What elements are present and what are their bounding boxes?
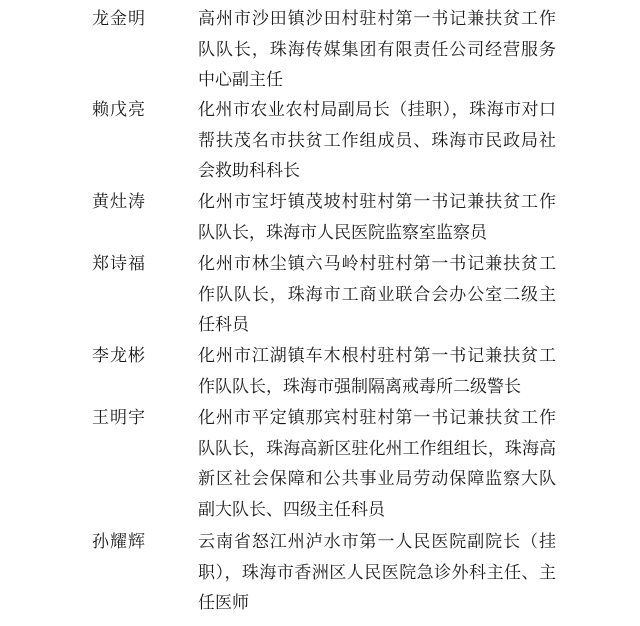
person-description — [198, 249, 556, 341]
person-name: 黄灶涛 — [92, 192, 146, 212]
person-description — [198, 187, 556, 248]
person-description — [198, 403, 556, 525]
description-line: 队队长，珠海高新区驻化州工作组组长，珠海高 — [198, 438, 556, 459]
description-line: 作队队长，珠海市工商业联合会办公室二级主 — [198, 284, 556, 305]
person-name: 孙耀辉 — [92, 532, 146, 552]
person-name: 龙金明 — [92, 9, 146, 29]
description-line: 高州市沙田镇沙田村驻村第一书记兼扶贫工作 — [198, 9, 556, 29]
description-line: 中心副主任 — [198, 70, 283, 90]
person-description — [198, 527, 556, 619]
person-description — [198, 341, 556, 402]
description-line: 会救助科科长 — [198, 161, 300, 181]
person-name: 赖戊亮 — [92, 100, 146, 120]
description-line: 化州市江湖镇车木根村驻村第一书记兼扶贫工 — [198, 346, 556, 366]
description-line: 任科员 — [198, 315, 249, 335]
person-description — [198, 95, 556, 187]
description-line: 队队长，珠海市人民医院监察室监察员 — [198, 222, 487, 243]
description-line: 副大队长、四级主任科员 — [198, 499, 385, 520]
description-line: 化州市林尘镇六马岭村驻村第一书记兼扶贫工 — [198, 254, 556, 274]
description-line: 化州市农业农村局副局长（挂职），珠海市对口 — [198, 100, 556, 120]
person-name: 王明宇 — [92, 408, 146, 428]
description-line: 帮扶茂名市扶贫工作组成员、珠海市民政局社 — [198, 130, 556, 151]
description-line: 化州市平定镇那宾村驻村第一书记兼扶贫工作 — [198, 408, 556, 428]
description-line: 任医师 — [198, 593, 249, 613]
description-line: 新区社会保障和公共事业局劳动保障监察大队 — [198, 469, 556, 489]
person-name: 郑诗福 — [92, 254, 146, 274]
description-line: 化州市宝圩镇茂坡村驻村第一书记兼扶贫工作 — [198, 192, 556, 212]
description-line: 作队队长，珠海市强制隔离戒毒所二级警长 — [198, 376, 521, 397]
description-line: 职），珠海市香洲区人民医院急诊外科主任、主 — [198, 562, 556, 583]
person-name: 李龙彬 — [92, 346, 146, 366]
description-line: 队队长，珠海传媒集团有限责任公司经营服务 — [198, 39, 556, 60]
person-description — [198, 4, 556, 96]
description-line: 云南省怒江州泸水市第一人民医院副院长（挂 — [198, 532, 556, 552]
